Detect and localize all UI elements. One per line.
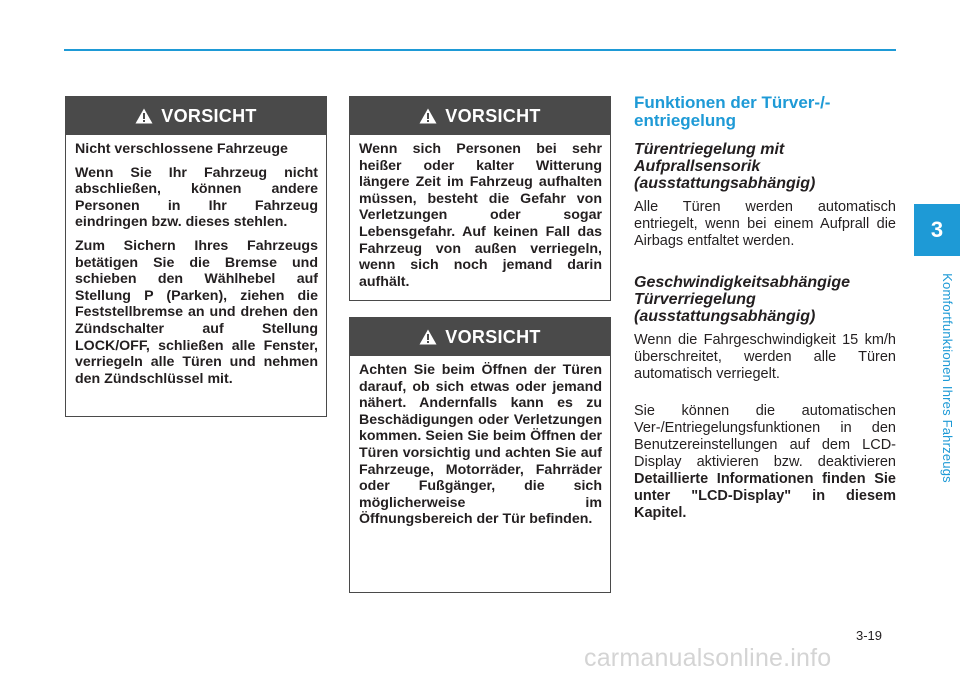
section-door-lock-functions: [634, 94, 896, 522]
settings-text-reference: Detaillierte Informationen finden Sie unter "LCD-Display" in diesem Kapitel.: [634, 471, 896, 521]
warning-triangle-icon: [419, 108, 437, 124]
caution-header: [66, 97, 326, 135]
chapter-number: 3: [930, 217, 944, 242]
warning-triangle-icon: [135, 108, 153, 124]
watermark: carmanualsonline.info: [584, 644, 832, 672]
caution-label: VORSICHT: [445, 105, 541, 126]
caution-box-door-opening: [349, 317, 611, 593]
caution-paragraph: Nicht verschlossene Fahrzeuge: [75, 141, 288, 157]
caution-header: [350, 97, 610, 135]
warning-triangle-icon: [419, 329, 437, 345]
caution-paragraph: Achten Sie beim Öffnen der Türen darauf, ob sich etwas oder jemand nähert. Andernfalls kann es zu Beschädigungen oder Verletzungen kommen. Seien Sie beim Öffnen der Türen vorsichtig und achten Sie auf Fahrzeuge, Motorräder, Fahrräder oder Fußgänger, die sich möglicherweise im Öffnungsbereich der Tür befinden.: [359, 362, 602, 528]
subsection-heading-speed-lock: Geschwindigkeitsabhängige Türverriegelung (ausstattungsabhängig): [634, 274, 851, 325]
caution-paragraph: Wenn Sie Ihr Fahrzeug nicht abschließen, können andere Personen in Ihr Fahrzeug eindringen bzw. dieses stehlen.: [75, 164, 318, 231]
section-heading: Funktionen der Türver-/-entriegelung: [634, 93, 831, 130]
caution-body: [350, 356, 610, 543]
speed-lock-text: Wenn die Fahrgeschwindigkeit 15 km/h überschreitet, werden alle Türen automatisch verriegelt.: [634, 332, 896, 382]
chapter-side-title: [937, 262, 957, 494]
caution-body: [66, 135, 326, 402]
header-rule: [64, 49, 896, 51]
chapter-number-tab: [914, 204, 960, 256]
caution-label: VORSICHT: [161, 105, 257, 126]
subsection-heading-crash-unlock: Türentriegelung mit Aufprallsensorik (ausstattungsabhängig): [634, 141, 816, 192]
caution-paragraph: Zum Sichern Ihres Fahrzeugs betätigen Sie die Bremse und schieben den Wählhebel auf Stellung P (Parken), ziehen die Feststellbremse an und drehen den Zündschalter auf Stellung LOCK/OFF, schließen alle Fenster, verriegeln alle Türen und nehmen den Zündschlüssel mit.: [75, 237, 318, 387]
chapter-title: Komfortfunktionen Ihres Fahrzeugs: [940, 273, 955, 483]
caution-paragraph: Wenn sich Personen bei sehr heißer oder kalter Witterung längere Zeit im Fahrzeug aufhalten müssen, besteht die Gefahr von Verletzungen oder sogar Lebensgefahr. Auf keinen Fall das Fahrzeug von außen verriegeln, wenn sich noch jemand darin aufhält.: [359, 141, 602, 290]
settings-text: [634, 403, 896, 522]
caution-box-temperature: [349, 96, 611, 301]
caution-label: VORSICHT: [445, 326, 541, 347]
caution-box-unlocked-vehicles: [65, 96, 327, 417]
caution-header: [350, 318, 610, 356]
settings-text-regular: Sie können die automatischen Ver-/Entriegelungsfunktionen in den Benutzereinstellungen auf dem LCD-Display aktivieren bzw. deaktivieren: [634, 403, 896, 470]
crash-unlock-text: Alle Türen werden automatisch entriegelt, wenn bei einem Aufprall die Airbags entfaltet werden.: [634, 199, 896, 249]
page-number: 3-19: [856, 628, 883, 643]
caution-body: [350, 135, 610, 305]
